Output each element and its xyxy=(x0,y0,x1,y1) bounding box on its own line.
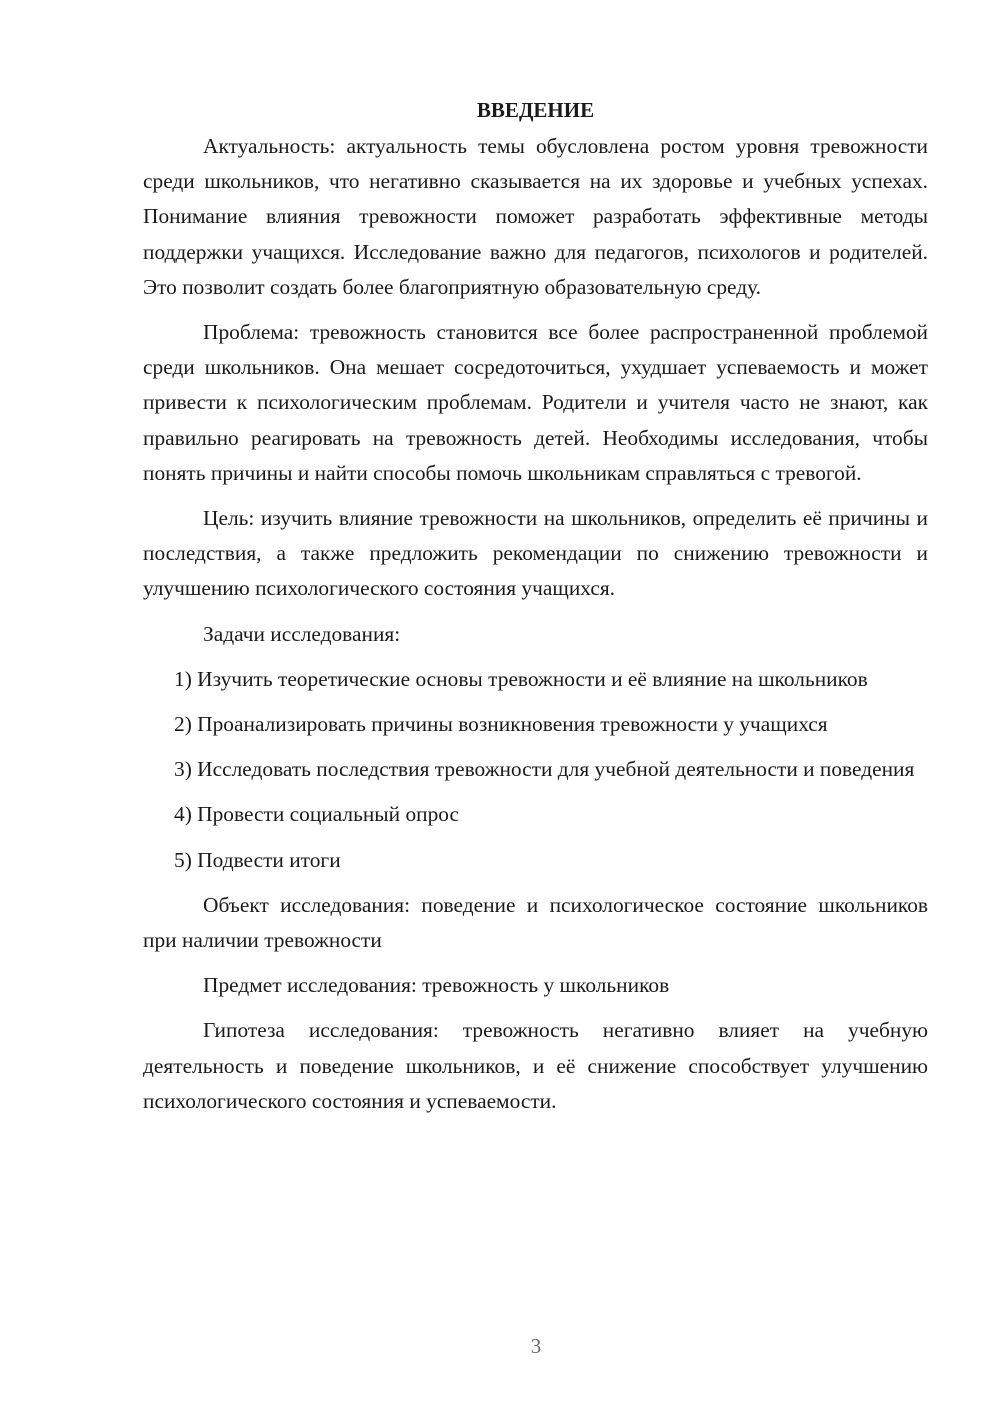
subject-paragraph: Предмет исследования: тревожность у школьников xyxy=(203,973,670,998)
relevance-paragraph: Актуальность: актуальность темы обусловлена ростом уровня тревожности среди школьников, что негативно сказывается на их здоровье и учебных успехах. Понимание влияния тревожности поможет разработать эффективные методы поддержки учащихся. Исследование важно для педагогов, психологов и родителей. Это позволит создать более благоприятную образовательную среду. xyxy=(143,134,928,299)
goal-paragraph: Цель: изучить влияние тревожности на школьников, определить её причины и последствия, а также предложить рекомендации по снижению тревожности и улучшению психологического состояния учащихся. xyxy=(143,506,928,601)
task-item-5: 5) Подвести итоги xyxy=(174,847,341,872)
object-paragraph: Объект исследования: поведение и психологическое состояние школьников при наличии тревожности xyxy=(143,892,928,953)
task-item-4: 4) Провести социальный опрос xyxy=(174,802,460,827)
problem-paragraph: Проблема: тревожность становится все более распространенной проблемой среди школьников. Она мешает сосредоточиться, ухудшает успеваемость и может привести к психологическим проблемам. Родители и учителя часто не знают, как правильно реагировать на тревожность детей. Необходимы исследования, чтобы понять причины и найти способы помочь школьникам справляться с тревогой. xyxy=(143,320,928,485)
task-item-1: 1) Изучить теоретические основы тревожности и её влияние на школьников xyxy=(174,666,868,691)
document-page xyxy=(143,92,928,1119)
task-item-3: 3) Исследовать последствия тревожности для учебной деятельности и поведения xyxy=(174,757,915,782)
tasks-heading: Задачи исследования: xyxy=(203,621,401,646)
page-number: 3 xyxy=(530,1334,542,1358)
task-item-2: 2) Проанализировать причины возникновения тревожности у учащихся xyxy=(174,712,828,737)
page-title: ВВЕДЕНИЕ xyxy=(476,98,595,122)
hypothesis-paragraph: Гипотеза исследования: тревожность негативно влияет на учебную деятельность и поведение школьников, и её снижение способствует улучшению психологического состояния и успеваемости. xyxy=(143,1018,928,1113)
